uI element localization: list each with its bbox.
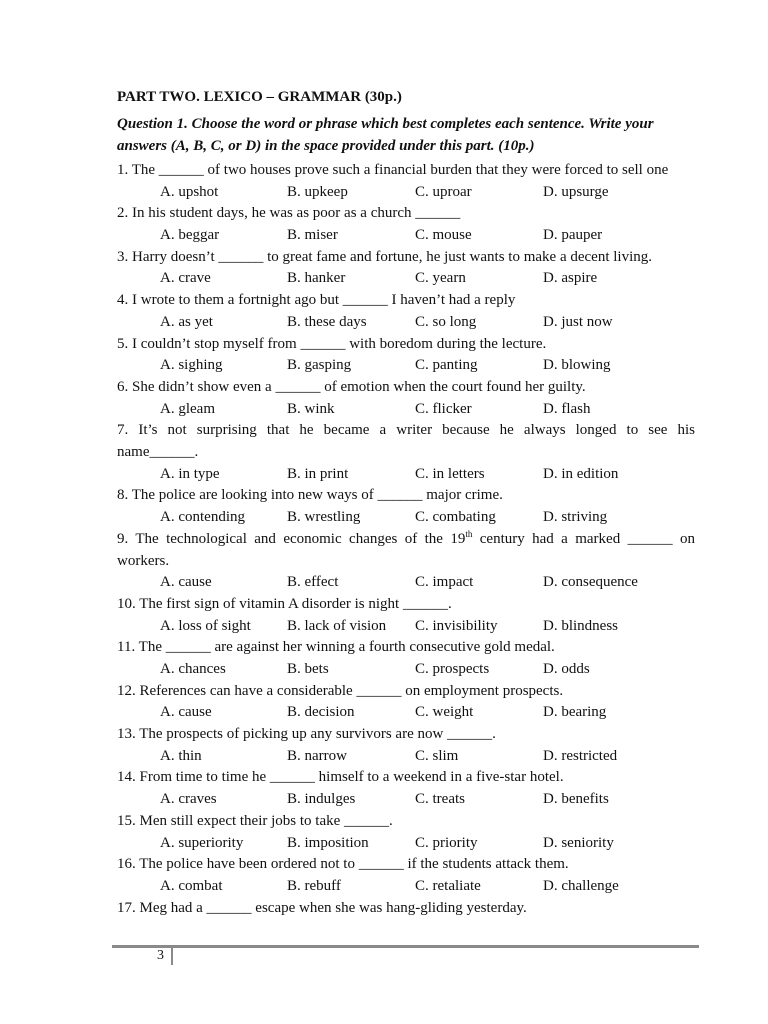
option-b: B. decision <box>287 704 355 721</box>
option-d: D. in edition <box>543 465 619 482</box>
question-8-options <box>117 507 695 529</box>
option-a: A. superiority <box>160 834 244 851</box>
option-c: C. yearn <box>415 270 466 287</box>
question-5: 5. I couldn’t stop myself from ______ with boredom during the lecture. <box>117 335 547 352</box>
question-12: 12. References can have a considerable ______ on employment prospects. <box>117 682 564 699</box>
option-a: A. thin <box>160 747 202 764</box>
option-d: D. just now <box>543 313 613 330</box>
option-d: D. aspire <box>543 270 598 287</box>
option-b: B. indulges <box>287 791 356 808</box>
option-c: C. so long <box>415 313 477 330</box>
option-d: D. striving <box>543 509 608 526</box>
option-b: B. effect <box>287 574 339 591</box>
question-16: 16. The police have been ordered not to ______ if the students attack them. <box>117 856 569 873</box>
option-b: B. upkeep <box>287 183 348 200</box>
option-b: B. miser <box>287 227 338 244</box>
question-4-options <box>117 312 695 334</box>
question-9-line-1 <box>117 529 695 551</box>
option-b: B. these days <box>287 313 367 330</box>
option-b: B. hanker <box>287 270 346 287</box>
question-11-options <box>117 659 695 681</box>
option-a: A. craves <box>160 791 217 808</box>
option-b: B. imposition <box>287 834 369 851</box>
option-b: B. lack of vision <box>287 617 387 634</box>
option-a: A. gleam <box>160 400 215 417</box>
option-b: B. rebuff <box>287 877 341 894</box>
question-13-options <box>117 746 695 768</box>
option-a: A. beggar <box>160 227 220 244</box>
option-d: D. blowing <box>543 357 611 374</box>
question-9-text-start: 9. The technological and economic changes of the 19 <box>117 530 466 547</box>
question-8: 8. The police are looking into new ways of ______ major crime. <box>117 487 503 504</box>
question-17: 17. Meg had a ______ escape when she was hang-gliding yesterday. <box>117 899 527 916</box>
question-15-options <box>117 833 695 855</box>
option-c: C. weight <box>415 704 474 721</box>
page-number: 3 <box>157 948 164 963</box>
option-a: A. contending <box>160 509 245 526</box>
option-c: C. retaliate <box>415 877 481 894</box>
question-6: 6. She didn’t show even a ______ of emotion when the court found her guilty. <box>117 378 586 395</box>
question-15: 15. Men still expect their jobs to take ______. <box>117 812 393 829</box>
question-9-options <box>117 572 695 594</box>
question-5-options <box>117 355 695 377</box>
option-c: C. invisibility <box>415 617 498 634</box>
question-12-options <box>117 702 695 724</box>
option-b: B. wink <box>287 400 335 417</box>
option-a: A. as yet <box>160 313 213 330</box>
option-d: D. flash <box>543 400 591 417</box>
question-10-options <box>117 616 695 638</box>
option-a: A. combat <box>160 877 223 894</box>
option-c: C. in letters <box>415 465 485 482</box>
question-1-options <box>117 182 695 204</box>
question-14-options <box>117 789 695 811</box>
question-16-options <box>117 876 695 898</box>
option-b: B. bets <box>287 661 329 678</box>
option-b: B. gasping <box>287 357 352 374</box>
option-c: C. combating <box>415 509 496 526</box>
question-7-options <box>117 464 695 486</box>
option-d: D. restricted <box>543 747 618 764</box>
question-10: 10. The first sign of vitamin A disorder is night ______. <box>117 595 452 612</box>
question-11: 11. The ______ are against her winning a fourth consecutive gold medal. <box>117 639 555 656</box>
option-b: B. wrestling <box>287 509 361 526</box>
page-content <box>117 86 695 919</box>
option-c: C. priority <box>415 834 478 851</box>
option-d: D. seniority <box>543 834 614 851</box>
option-c: C. uproar <box>415 183 472 200</box>
option-c: C. impact <box>415 574 474 591</box>
question-instruction: Question 1. Choose the word or phrase which best completes each sentence. Write your answers (A, B, C, or D) in the space provided under this part. (10p.) <box>117 116 654 154</box>
option-c: C. prospects <box>415 661 490 678</box>
option-c: C. panting <box>415 357 478 374</box>
question-7-line-1: 7. It’s not surprising that he became a writer because he always longed to see his <box>117 422 695 439</box>
option-a: A. in type <box>160 465 220 482</box>
option-d: D. odds <box>543 661 590 678</box>
part-title: PART TWO. LEXICO – GRAMMAR (30p.) <box>117 89 402 105</box>
footer-divider <box>112 945 699 948</box>
question-7-line-2: name______. <box>117 444 199 461</box>
option-a: A. cause <box>160 574 212 591</box>
question-1: 1. The ______ of two houses prove such a financial burden that they were forced to sell one <box>117 162 669 178</box>
question-2: 2. In his student days, he was as poor as a church ______ <box>117 205 461 222</box>
option-b: B. narrow <box>287 747 347 764</box>
question-14: 14. From time to time he ______ himself to a weekend in a five-star hotel. <box>117 769 564 786</box>
option-a: A. cause <box>160 704 212 721</box>
option-d: D. benefits <box>543 791 609 808</box>
option-c: C. flicker <box>415 400 472 417</box>
question-9-line-2: workers. <box>117 552 170 569</box>
option-c: C. treats <box>415 791 465 808</box>
option-a: A. upshot <box>160 183 219 200</box>
option-a: A. crave <box>160 270 211 287</box>
option-b: B. in print <box>287 465 349 482</box>
option-d: D. challenge <box>543 877 619 894</box>
option-a: A. sighing <box>160 357 223 374</box>
question-6-options <box>117 399 695 421</box>
question-4: 4. I wrote to them a fortnight ago but ______ I haven’t had a reply <box>117 292 516 309</box>
option-c: C. slim <box>415 747 459 764</box>
option-d: D. upsurge <box>543 183 609 200</box>
option-c: C. mouse <box>415 227 472 244</box>
question-9-text-end: century had a marked ______ on <box>472 530 695 547</box>
option-d: D. bearing <box>543 704 607 721</box>
page-number-divider <box>171 948 173 965</box>
option-a: A. chances <box>160 661 226 678</box>
question-2-options <box>117 225 695 247</box>
option-a: A. loss of sight <box>160 617 251 634</box>
option-d: D. blindness <box>543 617 618 634</box>
question-3: 3. Harry doesn’t ______ to great fame and fortune, he just wants to make a decent living. <box>117 248 652 265</box>
question-3-options <box>117 268 695 290</box>
ordinal-suffix: th <box>465 528 473 539</box>
question-13: 13. The prospects of picking up any survivors are now ______. <box>117 726 496 743</box>
option-d: D. consequence <box>543 574 638 591</box>
option-d: D. pauper <box>543 227 603 244</box>
